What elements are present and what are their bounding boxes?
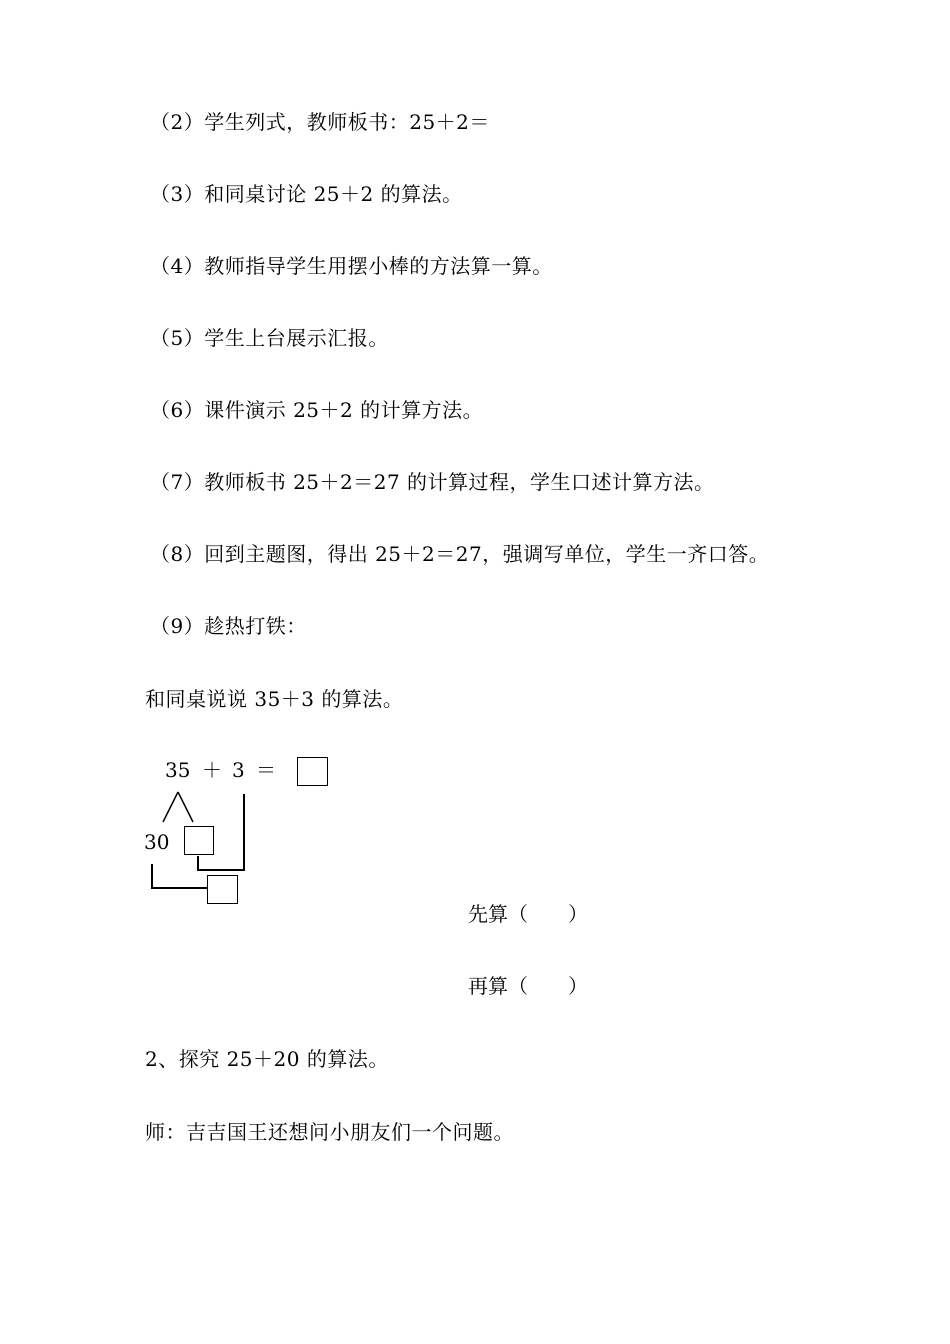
step-7: （7）教师板书 25＋2＝27 的计算过程，学生口述计算方法。 — [150, 470, 715, 494]
tens-down-line — [151, 864, 153, 889]
split-ones-box[interactable] — [184, 826, 214, 855]
b-down-line — [243, 794, 245, 871]
section-2-heading: 2、探究 25＋20 的算法。 — [145, 1047, 389, 1071]
intermediate-box[interactable] — [207, 875, 238, 904]
first-calc: 先算（ ） — [468, 902, 588, 926]
tens-join-line — [151, 887, 208, 889]
addend-b: 3 — [232, 758, 245, 782]
plus-sign: ＋ — [202, 758, 222, 782]
equals-sign: ＝ — [256, 758, 276, 782]
addend-a: 35 — [165, 758, 191, 782]
step-6: （6）课件演示 25＋2 的计算方法。 — [150, 398, 484, 422]
step-9: （9）趁热打铁： — [150, 614, 307, 638]
step-5: （5）学生上台展示汇报。 — [150, 326, 389, 350]
teacher-line: 师：吉吉国王还想问小朋友们一个问题。 — [145, 1120, 514, 1144]
then-calc: 再算（ ） — [468, 974, 588, 998]
split-tens: 30 — [144, 830, 170, 854]
step-3: （3）和同桌讨论 25＋2 的算法。 — [150, 182, 463, 206]
ones-join-line — [197, 869, 245, 871]
step-4: （4）教师指导学生用摆小棒的方法算一算。 — [150, 254, 553, 278]
discussion-prompt: 和同桌说说 35＋3 的算法。 — [145, 687, 404, 711]
step-2: （2）学生列式，教师板书：25＋2＝ — [150, 110, 490, 134]
step-8: （8）回到主题图，得出 25＋2＝27，强调写单位，学生一齐口答。 — [150, 542, 770, 566]
